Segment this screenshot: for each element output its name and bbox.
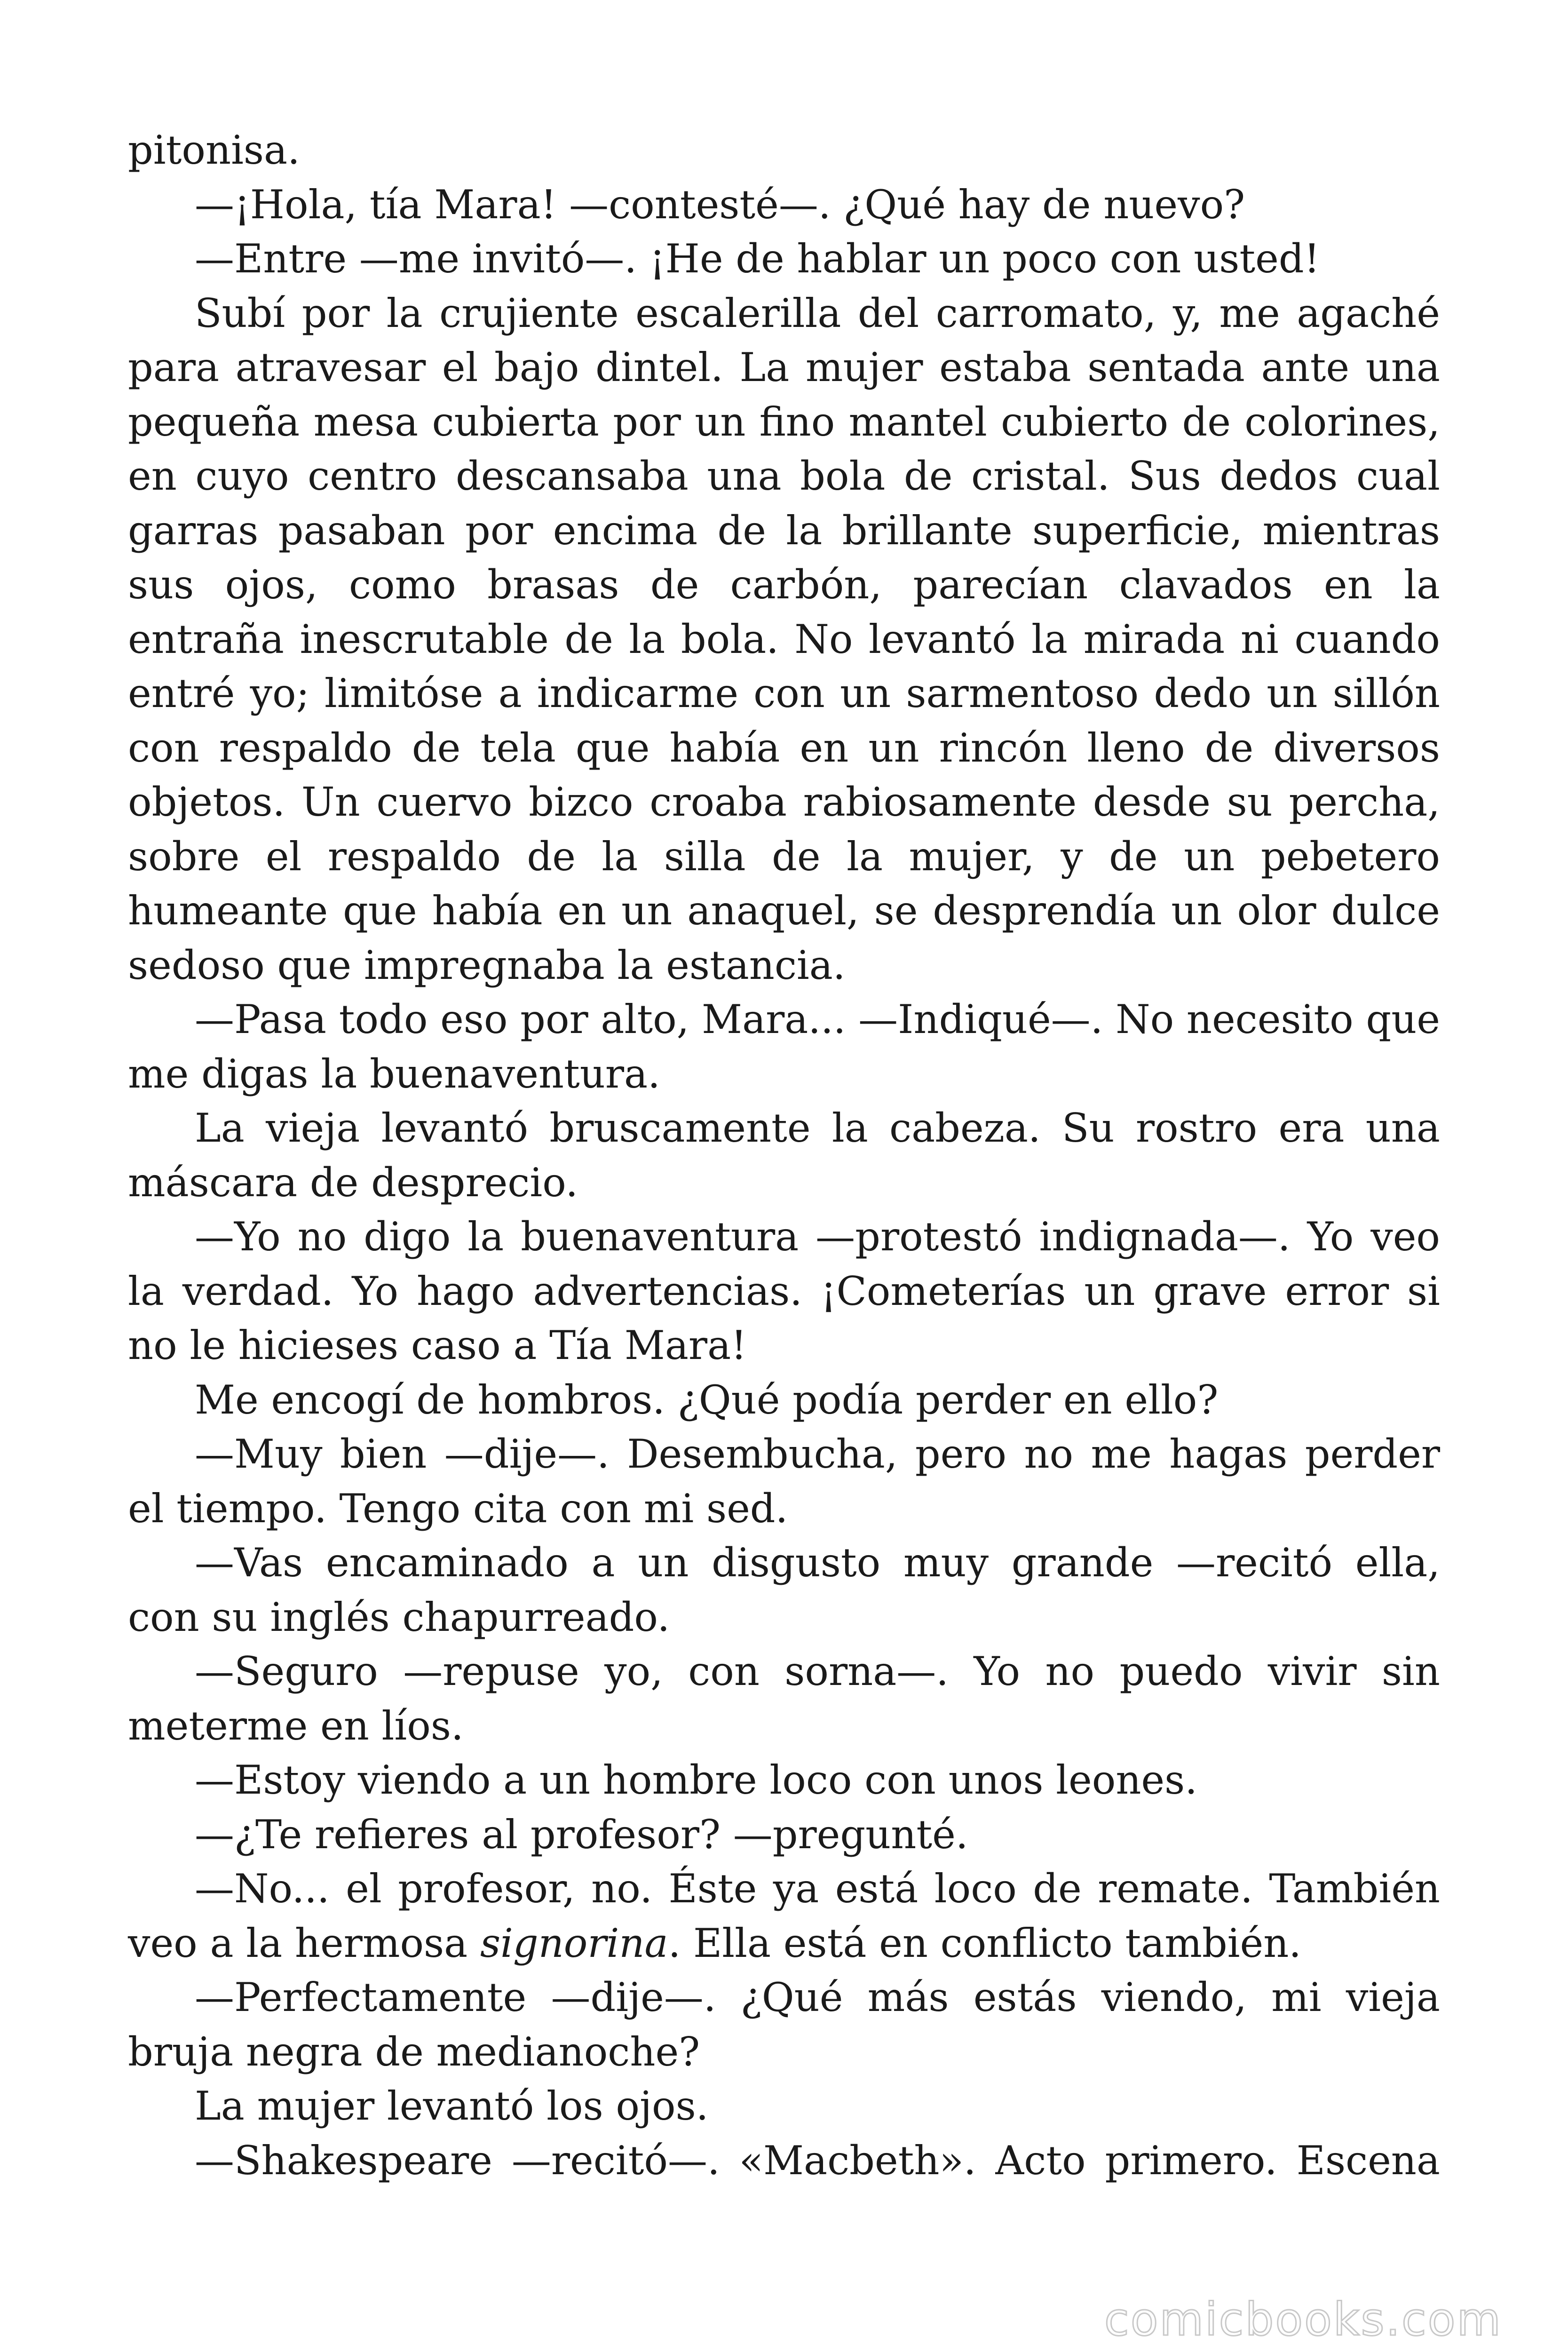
paragraph: —Entre —me invitó—. ¡He de hablar un poco con usted! bbox=[195, 236, 1320, 282]
watermark-logo: comicbooks.com bbox=[1104, 2293, 1502, 2346]
italic-word: signorina bbox=[480, 1920, 668, 1966]
paragraph: —Yo no digo la buenaventura —protestó indignada—. Yo veo la verdad. Yo hago advertencias. ¡Cometerías un grave error si no le hicieses caso a Tía Mara! bbox=[128, 1214, 1440, 1368]
paragraph: —Perfectamente —dije—. ¿Qué más estás viendo, mi vieja bruja negra de medianoche? bbox=[128, 1974, 1440, 2075]
paragraph: —¡Hola, tía Mara! —contesté—. ¿Qué hay de nuevo? bbox=[195, 181, 1245, 228]
paragraph bbox=[128, 1862, 1440, 1971]
paragraph: —Estoy viendo a un hombre loco con unos leones. bbox=[195, 1757, 1197, 1803]
paragraph: Me encogí de hombros. ¿Qué podía perder en ello? bbox=[195, 1376, 1219, 1423]
paragraph: —Vas encaminado a un disgusto muy grande —recitó ella, con su inglés chapurreado. bbox=[128, 1540, 1440, 1640]
paragraph: —¿Te refieres al profesor? —pregunté. bbox=[195, 1811, 968, 1858]
paragraph-text: . Ella está en conflicto también. bbox=[668, 1920, 1301, 1966]
paragraph: —Seguro —repuse yo, con sorna—. Yo no puedo vivir sin meterme en líos. bbox=[128, 1648, 1440, 1749]
paragraph: —Pasa todo eso por alto, Mara... —Indiqué—. No necesito que me digas la buenaventura. bbox=[128, 996, 1441, 1097]
paragraph: pitonisa. bbox=[128, 127, 300, 173]
paragraph: La vieja levantó bruscamente la cabeza. Su rostro era una máscara de desprecio. bbox=[128, 1105, 1440, 1206]
paragraph: —Muy bien —dije—. Desembucha, pero no me hagas perder el tiempo. Tengo cita con mi sed. bbox=[128, 1431, 1440, 1532]
book-page-text bbox=[128, 123, 1440, 2188]
paragraph-text: —No... el profesor, no. Éste ya está loco de remate. También veo a la hermosa bbox=[128, 1866, 1440, 1966]
paragraph: La mujer levantó los ojos. bbox=[195, 2083, 709, 2129]
paragraph: —Shakespeare —recitó—. «Macbeth». Acto primero. Escena bbox=[195, 2137, 1440, 2184]
paragraph: Subí por la crujiente escalerilla del carromato, y, me agaché para atravesar el bajo dintel. La mujer estaba sentada ante una pequeña mesa cubierta por un fino mantel cubierto de colorines, en cuyo centro descansaba una bola de cristal. Sus dedos cual garras pasaban por encima de la brillante superficie, mientras sus ojos, como brasas de carbón, parecían clavados en la entraña inescrutable de la bola. No levantó la mirada ni cuando entré yo; limitóse a indicarme con un sarmentoso dedo un sillón con respaldo de tela que había en un rincón lleno de diversos objetos. Un cuervo bizco croaba rabiosamente desde su percha, sobre el respaldo de la silla de la mujer, y de un pebetero humeante que había en un anaquel, se desprendía un olor dulce sedoso que impregnaba la estancia. bbox=[128, 290, 1440, 988]
